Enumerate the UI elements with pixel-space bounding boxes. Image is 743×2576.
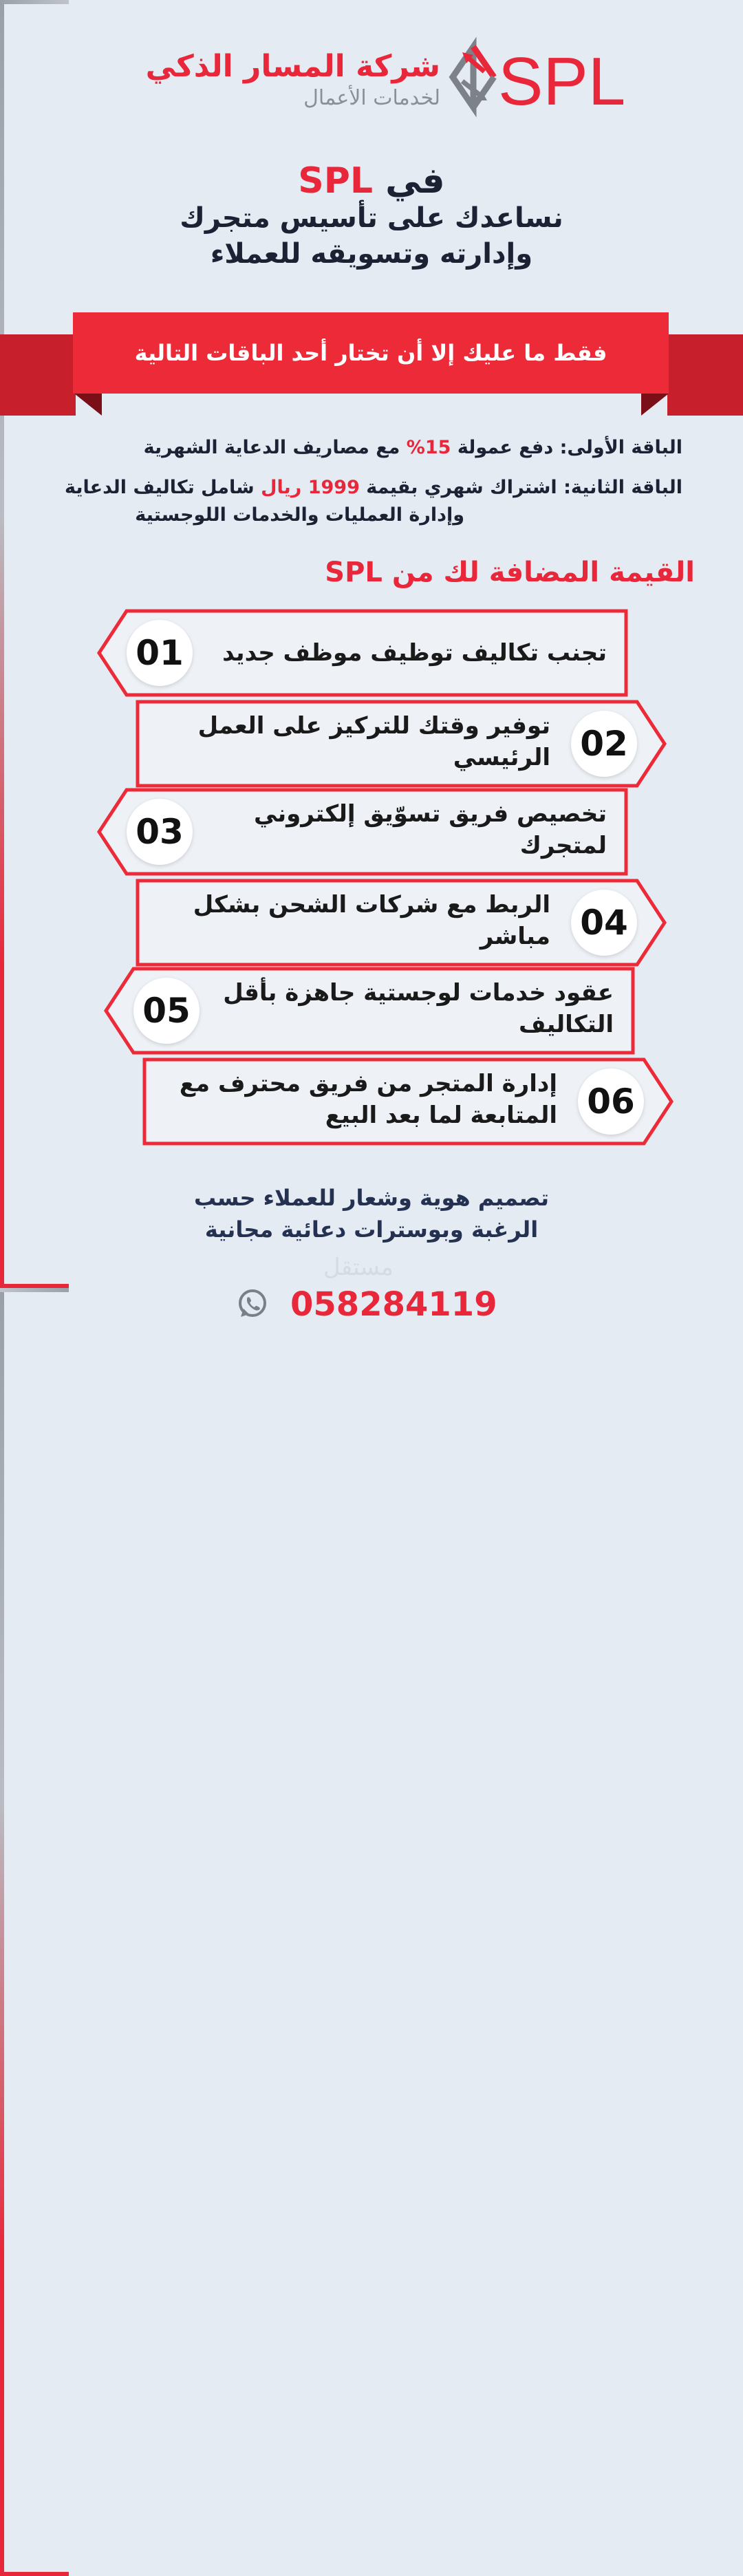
headline-spl: SPL [298,160,373,202]
value-item-number: 04 [571,890,637,956]
value-item-line-1: تجنب تكاليف توظيف موظف جديد [222,639,607,667]
value-item-text [206,637,607,669]
value-item-text [206,798,607,861]
package-1-percent: 15% [406,437,451,458]
frame-corner-top-left [0,0,69,4]
headline-fi: في [385,160,445,202]
value-item-text [213,977,614,1040]
banner-fold-left [74,394,102,416]
value-item-text [144,710,550,773]
spl-logo [447,41,626,119]
value-item-line-2: التكاليف [519,1011,614,1038]
value-item-line-1: عقود خدمات لوجستية جاهزة بأقل [223,979,614,1007]
value-item-line-1: تخصيص فريق تسوّيق إلكتروني [254,800,607,828]
value-item-number: 02 [571,711,637,777]
brand-tagline: لخدمات الأعمال [303,86,440,110]
banner-text: فقط ما عليك إلا أن تختار أحد الباقات التالية [134,340,607,366]
value-item-line-1: إدارة المتجر من فريق محترف مع [179,1070,557,1097]
value-item-line-2: لمتجرك [519,832,607,859]
package-2-text-a: اشتراك شهري بقيمة [366,477,557,498]
logo-diamond-icon [453,47,494,107]
banner-wing-left [0,334,76,416]
headline-line-3: وإدارته وتسويقه للعملاء [210,238,533,270]
phone-number[interactable]: 058284119 [290,1285,497,1324]
package-1-text-a: دفع عمولة [457,437,554,458]
value-item-line-1: توفير وقتك للتركيز على العمل [197,712,550,740]
frame-corner-bottom-right [0,2572,69,2576]
package-2-price: 1999 ريال [261,477,360,498]
packages-banner [73,312,669,394]
package-2-label: الباقة الثانية: [563,477,682,498]
footer-line-2: الرغبة وبوسترات دعائية مجانية [204,1216,539,1243]
frame-right-side [0,1292,4,2572]
banner-wing-right [667,334,743,416]
value-item-number: 05 [133,978,200,1044]
logo-text: SPL [498,43,626,119]
brand-name: شركة المسار الذكي [145,49,440,84]
value-item-line-2: المتابعة لما بعد البيع [325,1102,557,1129]
frame-corner-top-right [0,1288,69,1292]
value-item-line-2: مباشر [480,923,550,950]
watermark: مستقل [323,1254,394,1281]
value-item [96,608,633,698]
package-2 [65,475,682,501]
package-1 [144,435,682,461]
package-2-line-2: وإدارة العمليات والخدمات اللوجستية [135,504,464,526]
value-item-number: 06 [578,1069,644,1135]
value-item [96,787,633,877]
value-item [138,1057,674,1146]
value-item-text [151,1068,557,1131]
value-item [131,878,667,967]
banner-fold-right [641,394,669,416]
value-item-number: 01 [127,620,193,686]
value-item-number: 03 [127,799,193,865]
value-item [131,699,667,788]
package-1-label: الباقة الأولى: [559,437,682,458]
brand-name-block [146,48,440,111]
footer-line-1: تصميم هوية وشعار للعملاء حسب [194,1185,549,1211]
package-1-text-b: مع مصاريف الدعاية الشهرية [143,437,400,458]
value-heading: القيمة المضافة لك من SPL [325,557,695,588]
value-item-text [144,889,550,952]
value-item-line-2: الرئيسي [453,744,550,771]
value-item-line-1: الربط مع شركات الشحن بشكل [193,891,550,919]
value-item [103,966,640,1055]
whatsapp-icon[interactable] [237,1288,268,1320]
package-2-text-b: شامل تكاليف الدعاية [64,477,255,498]
headline-line-2: نساعدك على تأسيس متجرك [180,202,563,234]
headline-line-1 [0,160,743,202]
